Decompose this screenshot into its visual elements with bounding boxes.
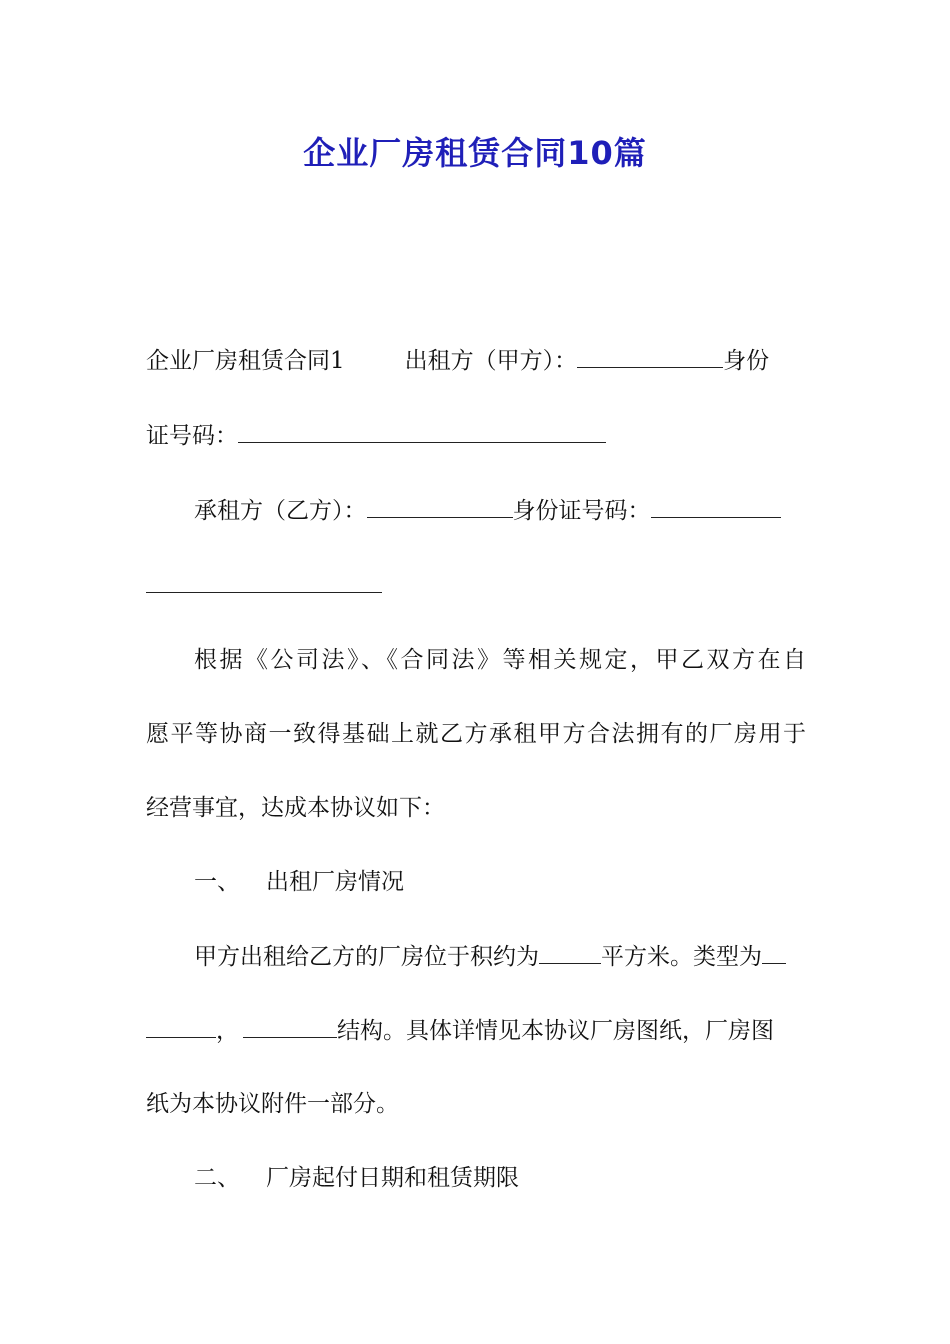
paragraph-1-line-3: 经营事宜，达成本协议如下：	[146, 795, 445, 821]
lessee-id-blank	[651, 495, 781, 518]
lessee-id-label: 身份证号码：	[512, 498, 651, 524]
section-1-heading	[194, 867, 806, 897]
paragraph-1-line-1: 根据《公司法》、《合同法》等相关规定，甲乙双方在自	[194, 647, 806, 673]
paragraph-2-text-c: 结构。具体详情见本协议厂房图纸，厂房图	[337, 1018, 774, 1044]
paragraph-2-line-2	[146, 1015, 806, 1046]
paragraph-2-comma: ，	[216, 1018, 239, 1044]
section-1-title: 出租厂房情况	[266, 869, 404, 895]
lessee-id-blank-continued	[146, 570, 382, 593]
paragraph-2-text-b: 平方米。类型为	[601, 944, 762, 970]
lessee-name-blank	[367, 495, 513, 518]
section-2-title: 厂房起付日期和租赁期限	[266, 1165, 519, 1191]
paragraph-1-line-2: 愿平等协商一致得基础上就乙方承租甲方合法拥有的厂房用于	[146, 721, 806, 747]
contract-number-label: 企业厂房租赁合同1	[146, 348, 345, 374]
text-line-lessor	[146, 345, 806, 376]
text-line-lessee	[194, 495, 806, 526]
paragraph-2-line-1	[194, 941, 806, 972]
text-line-lessor-id	[146, 420, 806, 451]
type-blank-continued	[146, 1015, 216, 1038]
type-blank	[762, 941, 786, 964]
section-2-heading	[194, 1163, 806, 1193]
document-title: 企业厂房租赁合同10篇	[303, 134, 647, 172]
id-label-part: 身份	[723, 348, 770, 374]
paragraph-2-text-a: 甲方出租给乙方的厂房位于积约为	[194, 944, 539, 970]
lessee-label: 承租方（乙方）：	[194, 498, 367, 524]
lessor-id-blank	[238, 420, 606, 443]
structure-blank	[243, 1015, 337, 1038]
area-blank	[539, 941, 601, 964]
lessor-label: 出租方（甲方）：	[404, 348, 578, 374]
id-number-label: 证号码：	[146, 423, 238, 449]
text-line-lessee-id-cont	[146, 570, 806, 601]
section-2-number: 二、	[194, 1165, 240, 1191]
section-1-number: 一、	[194, 869, 240, 895]
paragraph-2-line-3: 纸为本协议附件一部分。	[146, 1091, 399, 1117]
lessor-name-blank	[577, 345, 723, 368]
